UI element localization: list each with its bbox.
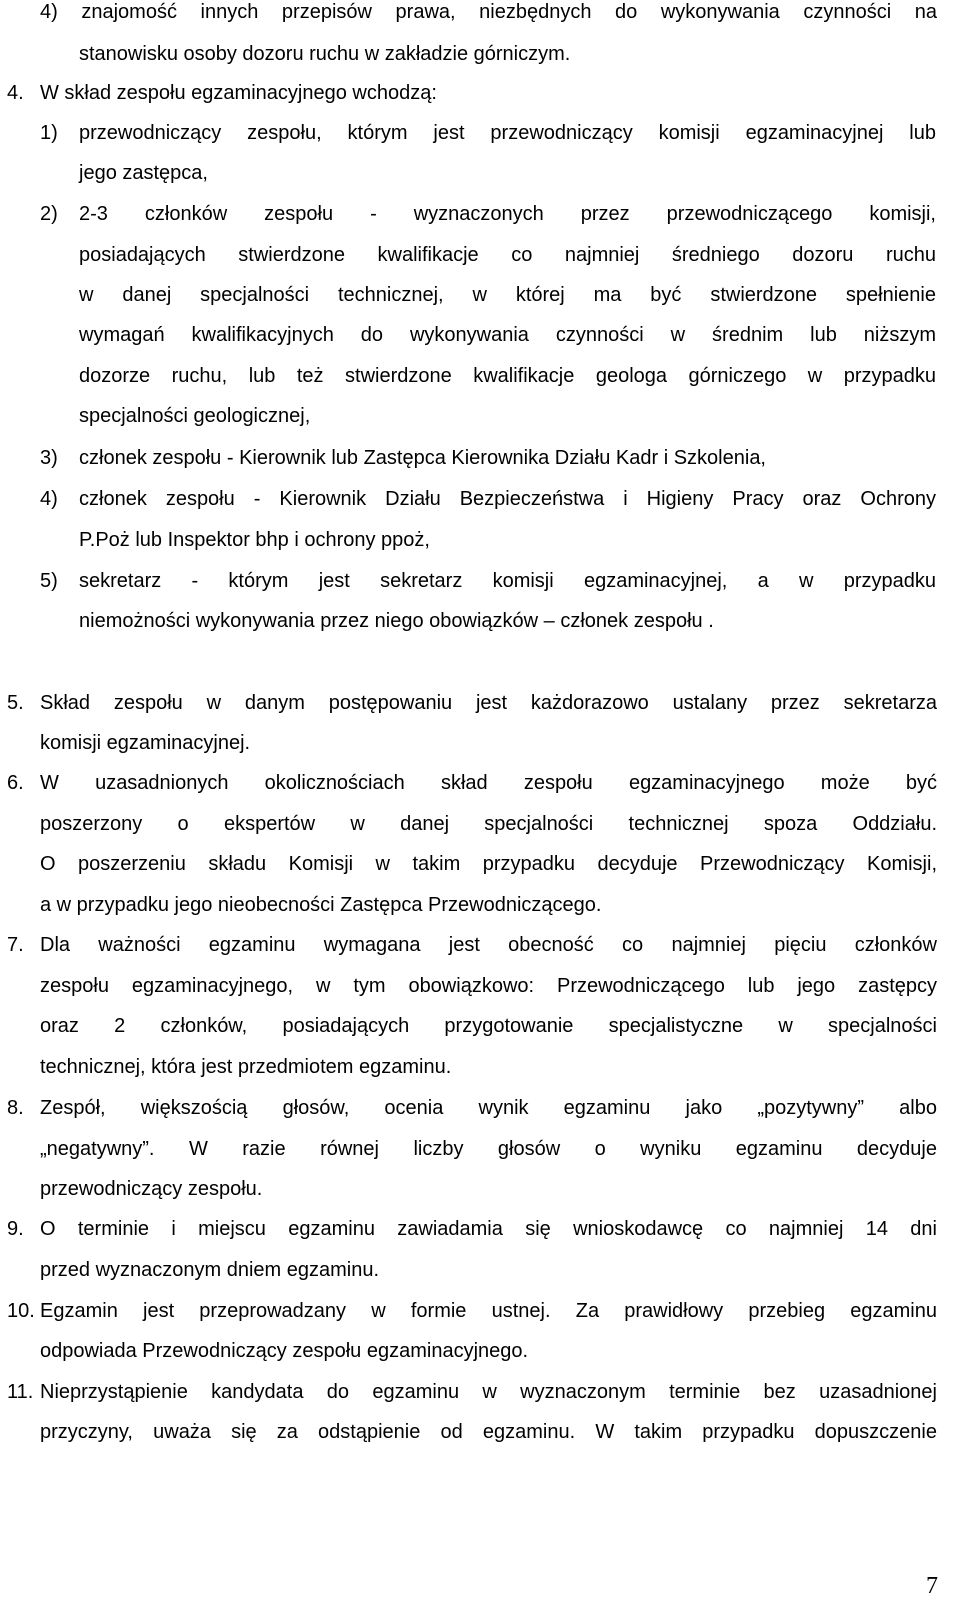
prev-item-line-1: 4) znajomość innych przepisów prawa, niezbędnych do wykonywania czynności na	[40, 1, 937, 23]
point-number: 10.	[7, 1300, 35, 1322]
subitem-number: 4)	[40, 488, 58, 510]
point-number: 6.	[7, 772, 24, 794]
point-line: Zespół, większością głosów, ocenia wynik egzaminu jako „pozytywny” albo	[40, 1097, 937, 1119]
point-line: poszerzony o ekspertów w danej specjalności technicznej spoza Oddziału.	[40, 813, 937, 835]
subitem-number: 1)	[40, 122, 58, 144]
point-line: zespołu egzaminacyjnego, w tym obowiązkowo: Przewodniczącego lub jego zastępcy	[40, 975, 937, 997]
subitem-line: jego zastępca,	[79, 162, 208, 184]
point-number: 7.	[7, 934, 24, 956]
subitem-line: P.Poż lub Inspektor bhp i ochrony ppoż,	[79, 529, 430, 551]
subitem-number: 2)	[40, 203, 58, 225]
point-line: W uzasadnionych okolicznościach skład zespołu egzaminacyjnego może być	[40, 772, 937, 794]
point-number: 4.	[7, 82, 24, 104]
subitem-line: wymagań kwalifikacyjnych do wykonywania czynności w średnim lub niższym	[79, 324, 936, 346]
point-line: technicznej, która jest przedmiotem egzaminu.	[40, 1056, 452, 1078]
point-line: „negatywny”. W razie równej liczby głosów o wyniku egzaminu decyduje	[40, 1138, 937, 1160]
point-line: Skład zespołu w danym postępowaniu jest każdorazowo ustalany przez sekretarza	[40, 692, 937, 714]
point-number: 5.	[7, 692, 24, 714]
subitem-line: 2-3 członków zespołu - wyznaczonych przez przewodniczącego komisji,	[79, 203, 936, 225]
subitem-line: w danej specjalności technicznej, w której ma być stwierdzone spełnienie	[79, 284, 936, 306]
subitem-line: specjalności geologicznej,	[79, 405, 311, 427]
subitem-line: przewodniczący zespołu, którym jest przewodniczący komisji egzaminacyjnej lub	[79, 122, 936, 144]
subitem-line: niemożności wykonywania przez niego obowiązków – członek zespołu .	[79, 610, 714, 632]
point-number: 9.	[7, 1218, 24, 1240]
point-line: Nieprzystąpienie kandydata do egzaminu w wyznaczonym terminie bez uzasadnionej	[40, 1381, 937, 1403]
point-4-intro: W skład zespołu egzaminacyjnego wchodzą:	[40, 82, 437, 104]
point-line: odpowiada Przewodniczący zespołu egzaminacyjnego.	[40, 1340, 529, 1362]
subitem-number: 5)	[40, 570, 58, 592]
point-number: 11.	[7, 1381, 34, 1403]
point-line: przyczyny, uważa się za odstąpienie od egzaminu. W takim przypadku dopuszczenie	[40, 1421, 937, 1443]
point-line: Dla ważności egzaminu wymagana jest obecność co najmniej pięciu członków	[40, 934, 937, 956]
point-line: a w przypadku jego nieobecności Zastępca Przewodniczącego.	[40, 894, 602, 916]
point-line: przed wyznaczonym dniem egzaminu.	[40, 1259, 380, 1281]
point-line: przewodniczący zespołu.	[40, 1178, 263, 1200]
subitem-line: dozorze ruchu, lub też stwierdzone kwalifikacje geologa górniczego w przypadku	[79, 365, 936, 387]
page-number: 7	[926, 1573, 938, 1599]
point-line: oraz 2 członków, posiadających przygotowanie specjalistyczne w specjalności	[40, 1015, 937, 1037]
point-line: Egzamin jest przeprowadzany w formie ustnej. Za prawidłowy przebieg egzaminu	[40, 1300, 937, 1322]
point-line: O terminie i miejscu egzaminu zawiadamia się wnioskodawcę co najmniej 14 dni	[40, 1218, 937, 1240]
prev-item-line-2: stanowisku osoby dozoru ruchu w zakładzie górniczym.	[79, 43, 571, 65]
point-line: O poszerzeniu składu Komisji w takim przypadku decyduje Przewodniczący Komisji,	[40, 853, 937, 875]
subitem-line: członek zespołu - Kierownik lub Zastępca Kierownika Działu Kadr i Szkolenia,	[79, 447, 766, 469]
subitem-line: posiadających stwierdzone kwalifikacje co najmniej średniego dozoru ruchu	[79, 244, 936, 266]
point-line: komisji egzaminacyjnej.	[40, 732, 251, 754]
subitem-line: członek zespołu - Kierownik Działu Bezpieczeństwa i Higieny Pracy oraz Ochrony	[79, 488, 936, 510]
point-number: 8.	[7, 1097, 24, 1119]
subitem-number: 3)	[40, 447, 58, 469]
subitem-line: sekretarz - którym jest sekretarz komisji egzaminacyjnej, a w przypadku	[79, 570, 936, 592]
